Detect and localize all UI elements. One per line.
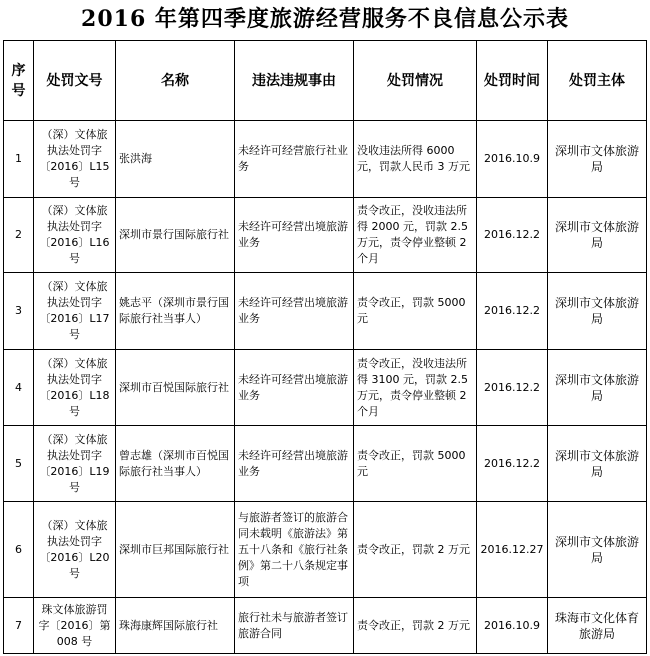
table-header-row [4, 41, 647, 121]
cell-reason: 未经许可经营旅行社业务 [235, 121, 354, 198]
cell-date: 2016.12.27 [477, 502, 548, 598]
table-row [4, 598, 647, 654]
cell-penalty: 责令改正，罚款 2 万元 [354, 502, 477, 598]
page-title: 2016 年第四季度旅游经营服务不良信息公示表 [81, 6, 569, 32]
header-date: 处罚时间 [477, 41, 548, 121]
cell-no: 6 [4, 502, 34, 598]
cell-doc: （深）文体旅执法处罚字〔2016〕L17 号 [34, 273, 116, 350]
cell-doc: （深）文体旅执法处罚字〔2016〕L16 号 [34, 198, 116, 273]
cell-org: 深圳市文体旅游局 [548, 426, 647, 502]
cell-name: 张洪海 [116, 121, 235, 198]
cell-penalty: 责令改正，罚款 2 万元 [354, 598, 477, 654]
table-row [4, 350, 647, 426]
cell-org: 深圳市文体旅游局 [548, 121, 647, 198]
cell-name: 珠海康辉国际旅行社 [116, 598, 235, 654]
table-row [4, 198, 647, 273]
cell-org: 深圳市文体旅游局 [548, 273, 647, 350]
header-penalty: 处罚情况 [354, 41, 477, 121]
cell-penalty: 责令改正，没收违法所得 3100 元，罚款 2.5 万元，责令停业整顿 2 个月 [354, 350, 477, 426]
cell-penalty: 没收违法所得 6000 元，罚款人民币 3 万元 [354, 121, 477, 198]
cell-reason: 未经许可经营出境旅游业务 [235, 198, 354, 273]
penalty-table [3, 40, 647, 654]
cell-org: 珠海市文化体育旅游局 [548, 598, 647, 654]
cell-penalty: 责令改正，罚款 5000 元 [354, 273, 477, 350]
cell-reason: 未经许可经营出境旅游业务 [235, 273, 354, 350]
cell-name: 深圳市景行国际旅行社 [116, 198, 235, 273]
cell-penalty: 责令改正，罚款 5000 元 [354, 426, 477, 502]
cell-doc: （深）文体旅执法处罚字〔2016〕L19 号 [34, 426, 116, 502]
cell-no: 7 [4, 598, 34, 654]
header-name: 名称 [116, 41, 235, 121]
header-reason: 违法违规事由 [235, 41, 354, 121]
cell-name: 深圳市巨邦国际旅行社 [116, 502, 235, 598]
cell-date: 2016.12.2 [477, 198, 548, 273]
header-org: 处罚主体 [548, 41, 647, 121]
cell-date: 2016.10.9 [477, 598, 548, 654]
cell-org: 深圳市文体旅游局 [548, 502, 647, 598]
table-row [4, 426, 647, 502]
cell-name: 姚志平（深圳市景行国际旅行社当事人） [116, 273, 235, 350]
cell-penalty: 责令改正，没收违法所得 2000 元，罚款 2.5 万元，责令停业整顿 2 个月 [354, 198, 477, 273]
cell-reason: 未经许可经营出境旅游业务 [235, 350, 354, 426]
cell-date: 2016.12.2 [477, 273, 548, 350]
cell-reason: 未经许可经营出境旅游业务 [235, 426, 354, 502]
cell-org: 深圳市文体旅游局 [548, 350, 647, 426]
cell-no: 4 [4, 350, 34, 426]
table-row [4, 121, 647, 198]
cell-doc: （深）文体旅执法处罚字〔2016〕L15 号 [34, 121, 116, 198]
cell-reason: 与旅游者签订的旅游合同未载明《旅游法》第五十八条和《旅行社条例》第二十八条规定事项 [235, 502, 354, 598]
cell-no: 1 [4, 121, 34, 198]
cell-date: 2016.12.2 [477, 426, 548, 502]
cell-name: 深圳市百悦国际旅行社 [116, 350, 235, 426]
cell-doc: 珠文体旅游罚字〔2016〕第 008 号 [34, 598, 116, 654]
table-row [4, 273, 647, 350]
cell-no: 5 [4, 426, 34, 502]
table-row [4, 502, 647, 598]
cell-no: 2 [4, 198, 34, 273]
cell-doc: （深）文体旅执法处罚字〔2016〕L20 号 [34, 502, 116, 598]
cell-date: 2016.12.2 [477, 350, 548, 426]
cell-name: 曾志雄（深圳市百悦国际旅行社当事人） [116, 426, 235, 502]
cell-reason: 旅行社未与旅游者签订旅游合同 [235, 598, 354, 654]
cell-date: 2016.10.9 [477, 121, 548, 198]
cell-org: 深圳市文体旅游局 [548, 198, 647, 273]
cell-doc: （深）文体旅执法处罚字〔2016〕L18 号 [34, 350, 116, 426]
header-doc: 处罚文号 [34, 41, 116, 121]
header-no: 序号 [4, 41, 34, 121]
cell-no: 3 [4, 273, 34, 350]
